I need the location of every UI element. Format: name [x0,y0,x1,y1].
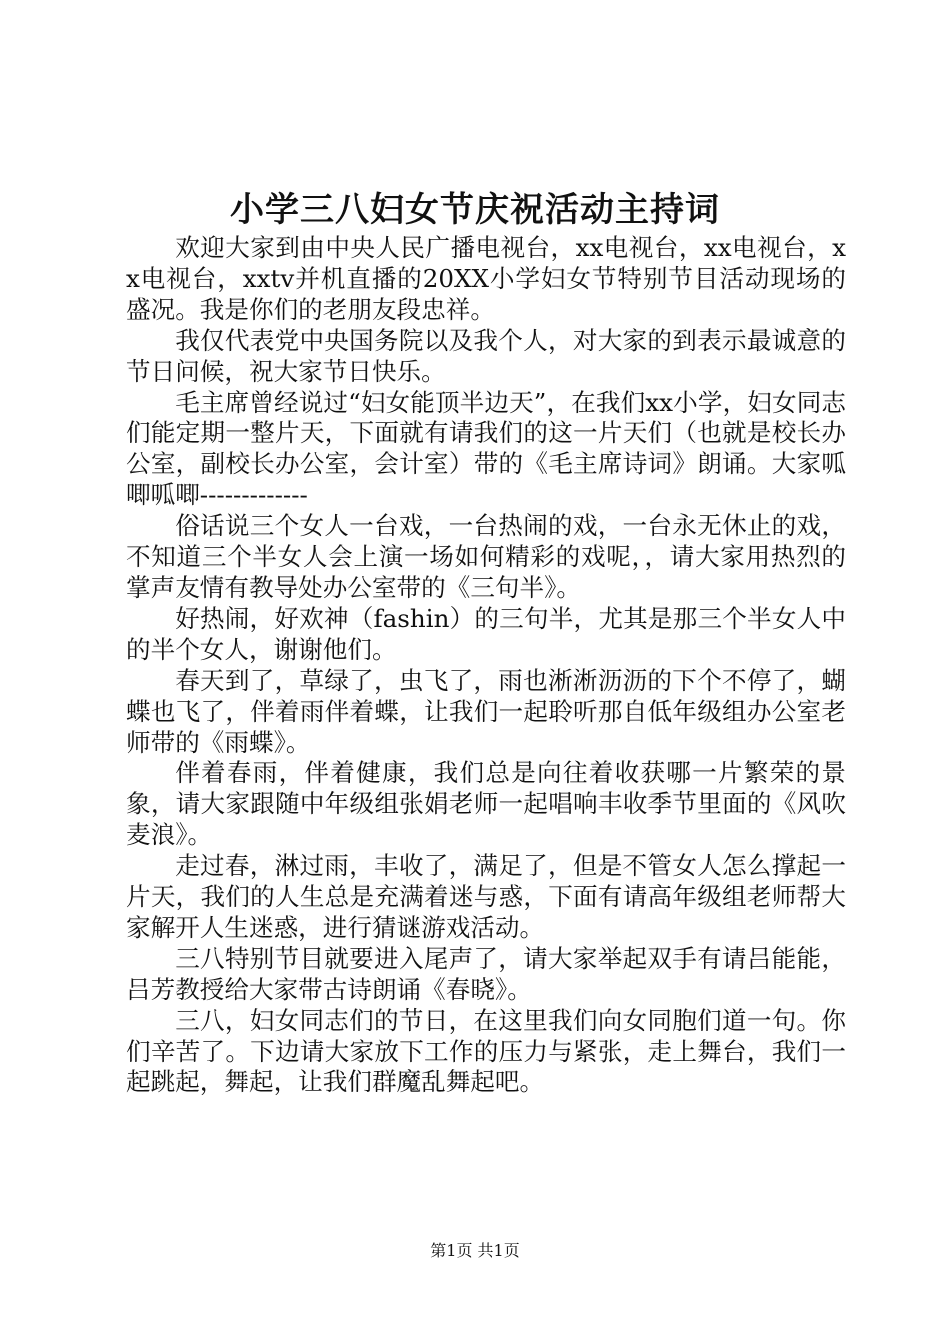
paragraph: 我仅代表党中央国务院以及我个人，对大家的到表示最诚意的节日问候，祝大家节日快乐。 [126,325,846,386]
paragraph: 伴着春雨，伴着健康，我们总是向往着收获哪一片繁荣的景象，请大家跟随中年级组张娟老师一起唱响丰收季节里面的《风吹麦浪》。 [126,758,846,850]
document-body [126,233,846,1098]
paragraph: 三八，妇女同志们的节日，在这里我们向女同胞们道一句。你们辛苦了。下边请大家放下工作的压力与紧张，走上舞台，我们一起跳起，舞起，让我们群魔乱舞起吧。 [126,1005,846,1097]
paragraph: 好热闹，好欢神（fashin）的三句半，尤其是那三个半女人中的半个女人，谢谢他们。 [126,603,846,664]
paragraph: 走过春，淋过雨，丰收了，满足了，但是不管女人怎么撑起一片天，我们的人生总是充满着迷与惑，下面有请高年级组老师帮大家解开人生迷惑，进行猜谜游戏活动。 [126,851,846,942]
paragraph: 春天到了，草绿了，虫飞了，雨也淅淅沥沥的下个不停了，蝴蝶也飞了，伴着雨伴着蝶，让我们一起聆听那自低年级组办公室老师带的《雨蝶》。 [126,665,846,757]
paragraph: 欢迎大家到由中央人民广播电视台，xx电视台，xx电视台，xx电视台，xxtv并机直播的20XX小学妇女节特别节目活动现场的盛况。我是你们的老朋友段忠祥。 [126,233,846,324]
paragraph: 俗话说三个女人一台戏，一台热闹的戏，一台永无休止的戏，不知道三个半女人会上演一场如何精彩的戏呢，，请大家用热烈的掌声友情有教导处办公室带的《三句半》。 [126,511,846,602]
document-title: 小学三八妇女节庆祝活动主持词 [230,190,720,230]
paragraph: 毛主席曾经说过“妇女能顶半边天”，在我们xx小学，妇女同志们能定期一整片天，下面就有请我们的这一片天们（也就是校长办公室，副校长办公室，会计室）带的《毛主席诗词》朗诵。大家呱唧呱唧------------- [126,387,846,510]
page-number-footer: 第1页 共1页 [430,1241,520,1260]
paragraph: 三八特别节目就要进入尾声了，请大家举起双手有请吕能能，吕芳教授给大家带古诗朗诵《春晓》。 [126,943,846,1004]
